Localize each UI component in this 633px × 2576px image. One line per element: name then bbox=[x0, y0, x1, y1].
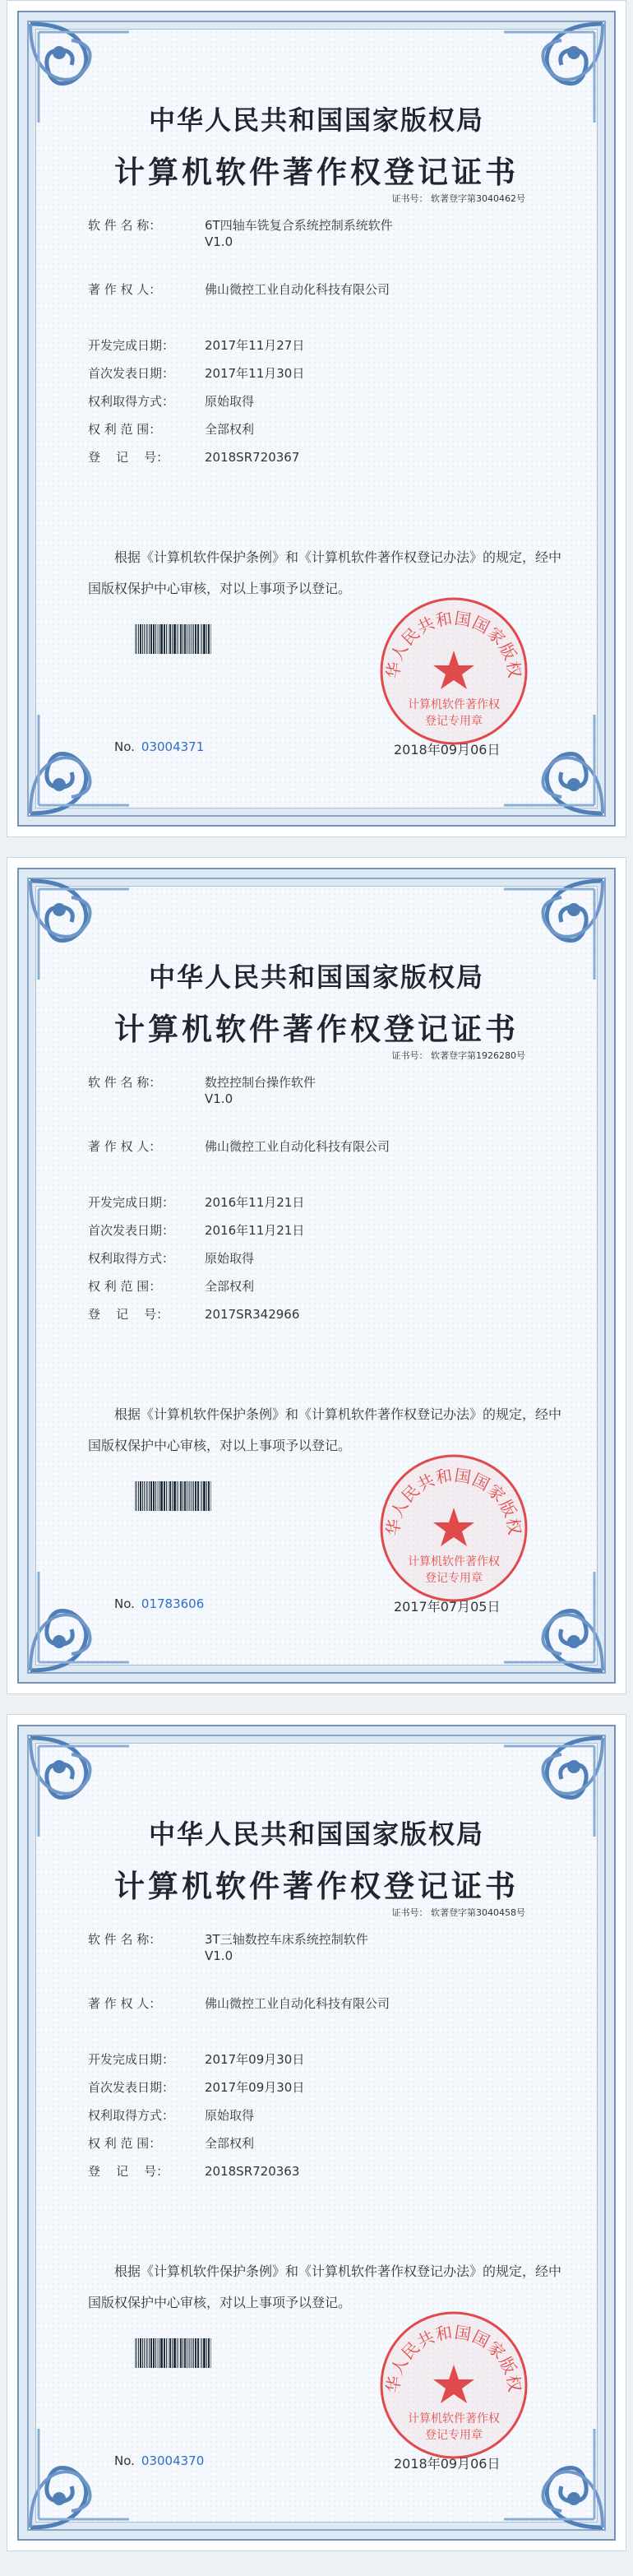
field-value: 原始取得 bbox=[205, 394, 255, 409]
copyright-certificate bbox=[7, 1714, 626, 2551]
barcode-bar bbox=[172, 624, 173, 654]
official-seal bbox=[376, 1450, 532, 1606]
barcode-bar bbox=[200, 624, 201, 654]
barcode-bar bbox=[155, 1481, 156, 1511]
field-row bbox=[88, 2078, 548, 2096]
field-value: V1.0 bbox=[205, 1091, 233, 1106]
field-row bbox=[88, 2162, 548, 2180]
svg-text:计算机软件著作权: 计算机软件著作权 bbox=[408, 1555, 500, 1568]
barcode-bar bbox=[168, 2338, 169, 2368]
field-label: 权利取得方式： bbox=[88, 394, 175, 409]
barcode-bar bbox=[135, 2338, 137, 2368]
corner-ornament-icon bbox=[22, 2412, 146, 2536]
field-label: 首次发表日期： bbox=[88, 366, 175, 381]
barcode bbox=[135, 2338, 217, 2368]
barcode-bar bbox=[144, 1481, 145, 1511]
field-label: 登 记 号： bbox=[88, 1307, 169, 1322]
field-row bbox=[88, 2050, 548, 2069]
barcode-bar bbox=[168, 1481, 169, 1511]
barcode-bar bbox=[180, 624, 182, 654]
issue-date: 2017年07月05日 bbox=[394, 1599, 501, 1615]
barcode-bar bbox=[201, 1481, 202, 1511]
field-row bbox=[88, 420, 548, 438]
field-value: 全部权利 bbox=[205, 2136, 255, 2151]
barcode-bar bbox=[169, 624, 171, 654]
field-label: 权利取得方式： bbox=[88, 1251, 175, 1266]
barcode-bar bbox=[160, 624, 163, 654]
barcode-bar bbox=[208, 624, 210, 654]
barcode-bar bbox=[149, 1481, 150, 1511]
barcode-bar bbox=[172, 2338, 173, 2368]
svg-text:中华人民共和国国家版权局: 华人民共和国国家版权 bbox=[382, 608, 525, 680]
barcode-bar bbox=[164, 1481, 165, 1511]
barcode-bar bbox=[138, 1481, 139, 1511]
field-value: 2016年11月21日 bbox=[205, 1223, 305, 1238]
svg-text:中华人民共和国国家版权局: 华人民共和国国家版权 bbox=[382, 1465, 525, 1537]
barcode-bar bbox=[166, 624, 167, 654]
field-row bbox=[88, 1930, 548, 1948]
barcode-bar bbox=[180, 2338, 182, 2368]
barcode-bar bbox=[178, 1481, 179, 1511]
barcode-bar bbox=[135, 624, 137, 654]
barcode-bar bbox=[157, 2338, 158, 2368]
field-value: 3T三轴数控车床系统控制软件 bbox=[205, 1932, 368, 1947]
barcode-bar bbox=[172, 1481, 173, 1511]
barcode-bar bbox=[168, 624, 169, 654]
barcode-bar bbox=[142, 624, 143, 654]
barcode-bar bbox=[144, 624, 145, 654]
field-row bbox=[88, 392, 548, 410]
barcode-bar bbox=[173, 1481, 176, 1511]
svg-text:计算机软件著作权: 计算机软件著作权 bbox=[408, 2412, 500, 2425]
field-label: 登 记 号： bbox=[88, 450, 169, 465]
barcode-bar bbox=[201, 2338, 202, 2368]
field-value: V1.0 bbox=[205, 234, 233, 249]
official-seal bbox=[376, 593, 532, 749]
field-value: 佛山微控工业自动化科技有限公司 bbox=[205, 1139, 390, 1154]
corner-ornament-icon bbox=[22, 1555, 146, 1679]
field-row bbox=[88, 1995, 548, 2013]
field-row bbox=[88, 364, 548, 382]
barcode-bar bbox=[180, 1481, 182, 1511]
barcode-bar bbox=[153, 1481, 155, 1511]
svg-text:登记专用章: 登记专用章 bbox=[425, 2429, 483, 2442]
barcode-bar bbox=[203, 2338, 206, 2368]
barcode-bar bbox=[177, 624, 178, 654]
barcode-bar bbox=[157, 624, 158, 654]
field-value: 2016年11月21日 bbox=[205, 1195, 305, 1210]
corner-ornament-icon bbox=[22, 698, 146, 822]
barcode-bar bbox=[135, 1481, 137, 1511]
certificate-number: 证书号： 软著登字第1926280号 bbox=[391, 1050, 525, 1061]
field-value: 2017年11月27日 bbox=[205, 338, 305, 353]
barcode-bar bbox=[160, 2338, 163, 2368]
barcode-bar bbox=[201, 624, 202, 654]
field-row bbox=[88, 1193, 548, 1212]
certificate-title: 计算机软件著作权登记证书 bbox=[114, 1011, 519, 1047]
barcode-bar bbox=[188, 624, 191, 654]
field-row bbox=[88, 1947, 548, 1965]
barcode-bar bbox=[140, 624, 141, 654]
barcode-bar bbox=[153, 624, 155, 654]
barcode-bar bbox=[210, 1481, 211, 1511]
barcode-bar bbox=[184, 2338, 186, 2368]
barcode-bar bbox=[160, 1481, 163, 1511]
field-row bbox=[88, 2106, 548, 2124]
barcode-bar bbox=[150, 624, 152, 654]
barcode-bar bbox=[157, 1481, 158, 1511]
field-value: 数控控制台操作软件 bbox=[205, 1075, 316, 1090]
field-value: 佛山微控工业自动化科技有限公司 bbox=[205, 282, 390, 297]
svg-text:中华人民共和国国家版权局: 华人民共和国国家版权 bbox=[382, 2322, 525, 2394]
barcode-bar bbox=[197, 624, 199, 654]
barcode-bar bbox=[210, 624, 211, 654]
registration-statement: 根据《计算机软件保护条例》和《计算机软件著作权登记办法》的规定，经中国版权保护中心审核，对以上事项予以登记。 bbox=[88, 549, 562, 596]
barcode-bar bbox=[153, 2338, 155, 2368]
field-row bbox=[88, 1137, 548, 1156]
field-row bbox=[88, 336, 548, 354]
barcode-bar bbox=[149, 624, 150, 654]
field-label: 权 利 范 围： bbox=[88, 2136, 162, 2151]
field-value: 佛山微控工业自动化科技有限公司 bbox=[205, 1996, 390, 2011]
official-seal bbox=[376, 2307, 532, 2463]
serial-number: No. 03004371 bbox=[114, 739, 205, 754]
barcode-bar bbox=[164, 2338, 165, 2368]
barcode-bar bbox=[150, 2338, 152, 2368]
field-row bbox=[88, 1305, 548, 1323]
issuing-authority: 中华人民共和国国家版权局 bbox=[148, 1818, 484, 1850]
field-label: 开发完成日期： bbox=[88, 2052, 175, 2067]
barcode bbox=[135, 624, 217, 654]
field-row bbox=[88, 1249, 548, 1267]
field-row bbox=[88, 1277, 548, 1295]
barcode-bar bbox=[210, 2338, 211, 2368]
barcode-bar bbox=[200, 2338, 201, 2368]
issuing-authority: 中华人民共和国国家版权局 bbox=[148, 961, 484, 993]
barcode-bar bbox=[193, 624, 194, 654]
serial-number: No. 03004370 bbox=[114, 2453, 205, 2468]
certificate-title: 计算机软件著作权登记证书 bbox=[114, 154, 519, 190]
field-label: 权 利 范 围： bbox=[88, 422, 162, 437]
field-row bbox=[88, 2134, 548, 2152]
barcode-bar bbox=[140, 1481, 141, 1511]
barcode-bar bbox=[208, 1481, 210, 1511]
field-value: V1.0 bbox=[205, 1948, 233, 1963]
barcode-bar bbox=[173, 2338, 176, 2368]
field-value: 全部权利 bbox=[205, 422, 255, 437]
svg-text:登记专用章: 登记专用章 bbox=[425, 1572, 483, 1585]
field-label: 软 件 名 称： bbox=[88, 1075, 162, 1090]
barcode-bar bbox=[164, 624, 165, 654]
barcode-bar bbox=[206, 1481, 207, 1511]
barcode-bar bbox=[166, 2338, 167, 2368]
field-label: 权 利 范 围： bbox=[88, 1279, 162, 1294]
barcode-bar bbox=[169, 1481, 171, 1511]
barcode-bar bbox=[146, 2338, 148, 2368]
barcode-bar bbox=[166, 1481, 167, 1511]
barcode-bar bbox=[144, 2338, 145, 2368]
field-label: 著 作 权 人： bbox=[88, 282, 162, 297]
serial-number: No. 01783606 bbox=[114, 1596, 205, 1611]
field-label: 登 记 号： bbox=[88, 2164, 169, 2179]
barcode-bar bbox=[155, 624, 156, 654]
field-label: 首次发表日期： bbox=[88, 1223, 175, 1238]
svg-text:计算机软件著作权: 计算机软件著作权 bbox=[408, 698, 500, 711]
field-label: 首次发表日期： bbox=[88, 2080, 175, 2095]
field-value: 6T四轴车铣复合系统控制系统软件 bbox=[205, 218, 393, 233]
field-value: 2018SR720363 bbox=[205, 2164, 300, 2179]
barcode bbox=[135, 1481, 217, 1511]
field-label: 开发完成日期： bbox=[88, 338, 175, 353]
field-row bbox=[88, 1090, 548, 1108]
barcode-bar bbox=[188, 2338, 191, 2368]
barcode-bar bbox=[155, 2338, 156, 2368]
field-value: 原始取得 bbox=[205, 1251, 255, 1266]
barcode-bar bbox=[208, 2338, 210, 2368]
copyright-certificate bbox=[7, 857, 626, 1694]
field-label: 权利取得方式： bbox=[88, 2108, 175, 2123]
field-value: 2017SR342966 bbox=[205, 1307, 300, 1322]
barcode-bar bbox=[178, 624, 179, 654]
field-label: 软 件 名 称： bbox=[88, 1932, 162, 1947]
barcode-bar bbox=[184, 624, 186, 654]
barcode-bar bbox=[206, 624, 207, 654]
barcode-bar bbox=[188, 1481, 191, 1511]
certificate-number: 证书号： 软著登字第3040458号 bbox=[391, 1907, 525, 1918]
barcode-bar bbox=[177, 1481, 178, 1511]
barcode-bar bbox=[140, 2338, 141, 2368]
barcode-bar bbox=[203, 624, 206, 654]
barcode-bar bbox=[200, 1481, 201, 1511]
field-value: 2017年09月30日 bbox=[205, 2052, 305, 2067]
barcode-bar bbox=[146, 624, 148, 654]
registration-statement: 根据《计算机软件保护条例》和《计算机软件著作权登记办法》的规定，经中国版权保护中心审核，对以上事项予以登记。 bbox=[88, 1406, 562, 1453]
issue-date: 2018年09月06日 bbox=[394, 742, 501, 758]
field-label: 著 作 权 人： bbox=[88, 1996, 162, 2011]
field-label: 开发完成日期： bbox=[88, 1195, 175, 1210]
barcode-bar bbox=[169, 2338, 171, 2368]
copyright-certificate bbox=[7, 0, 626, 837]
barcode-bar bbox=[206, 2338, 207, 2368]
field-value: 全部权利 bbox=[205, 1279, 255, 1294]
barcode-bar bbox=[193, 1481, 194, 1511]
svg-text:登记专用章: 登记专用章 bbox=[425, 715, 483, 728]
barcode-bar bbox=[146, 1481, 148, 1511]
certificate-number: 证书号： 软著登字第3040462号 bbox=[391, 193, 525, 204]
field-label: 软 件 名 称： bbox=[88, 218, 162, 233]
field-row bbox=[88, 1073, 548, 1091]
issue-date: 2018年09月06日 bbox=[394, 2456, 501, 2472]
barcode-bar bbox=[173, 624, 176, 654]
barcode-bar bbox=[138, 624, 139, 654]
field-row bbox=[88, 280, 548, 299]
barcode-bar bbox=[149, 2338, 150, 2368]
barcode-bar bbox=[197, 2338, 199, 2368]
field-row bbox=[88, 448, 548, 466]
barcode-bar bbox=[195, 2338, 196, 2368]
field-value: 原始取得 bbox=[205, 2108, 255, 2123]
field-value: 2018SR720367 bbox=[205, 450, 300, 465]
barcode-bar bbox=[195, 624, 196, 654]
barcode-bar bbox=[177, 2338, 178, 2368]
barcode-bar bbox=[142, 2338, 143, 2368]
field-row bbox=[88, 216, 548, 234]
certificate-title: 计算机软件著作权登记证书 bbox=[114, 1868, 519, 1904]
field-label: 著 作 权 人： bbox=[88, 1139, 162, 1154]
barcode-bar bbox=[203, 1481, 206, 1511]
barcode-bar bbox=[138, 2338, 139, 2368]
barcode-bar bbox=[142, 1481, 143, 1511]
issuing-authority: 中华人民共和国国家版权局 bbox=[148, 104, 484, 136]
barcode-bar bbox=[178, 2338, 179, 2368]
registration-statement: 根据《计算机软件保护条例》和《计算机软件著作权登记办法》的规定，经中国版权保护中心审核，对以上事项予以登记。 bbox=[88, 2263, 562, 2310]
barcode-bar bbox=[150, 1481, 152, 1511]
barcode-bar bbox=[197, 1481, 199, 1511]
field-value: 2017年11月30日 bbox=[205, 366, 305, 381]
barcode-bar bbox=[195, 1481, 196, 1511]
field-row bbox=[88, 1221, 548, 1239]
field-value: 2017年09月30日 bbox=[205, 2080, 305, 2095]
barcode-bar bbox=[184, 1481, 186, 1511]
field-row bbox=[88, 233, 548, 251]
barcode-bar bbox=[193, 2338, 194, 2368]
